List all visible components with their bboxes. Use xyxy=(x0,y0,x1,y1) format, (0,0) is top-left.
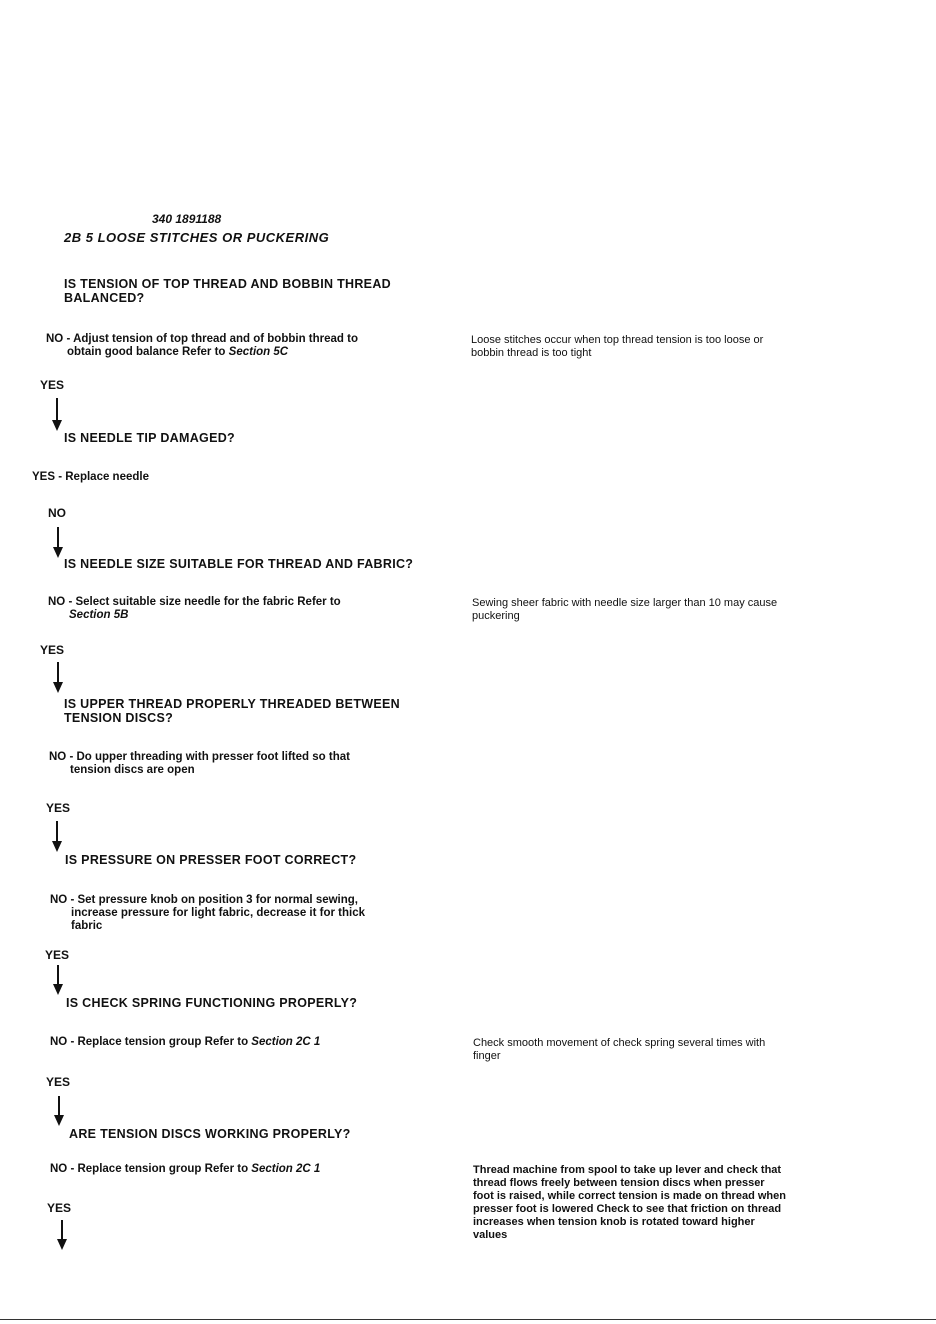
action-7-label: NO - xyxy=(50,1163,75,1175)
action-5 xyxy=(50,894,385,933)
action-3-reference: Section 5B xyxy=(69,609,129,621)
down-arrow-icon xyxy=(52,398,62,431)
action-5-continuation: increase pressure for light fabric, decrease it for thick xyxy=(71,907,365,919)
page-bottom-rule xyxy=(0,1319,936,1320)
down-arrow-icon xyxy=(57,1220,67,1250)
note-1: Loose stitches occur when top thread tension is too loose or bobbin thread is too tight xyxy=(471,334,764,359)
action-6 xyxy=(50,1036,385,1049)
action-6-text: Replace tension group Refer to xyxy=(77,1036,249,1048)
action-3 xyxy=(48,596,383,622)
question-2 xyxy=(64,431,235,445)
question-2-line-1: IS NEEDLE TIP DAMAGED? xyxy=(64,431,235,445)
question-1-line-2: BALANCED? xyxy=(64,291,145,305)
action-4-text: Do upper threading with presser foot lifted so that xyxy=(76,751,350,763)
action-5-continuation-2: fabric xyxy=(71,920,103,932)
proceed-label-6: YES xyxy=(46,1075,71,1089)
proceed-label-1: YES xyxy=(40,378,65,392)
action-1-reference: Section 5C xyxy=(228,346,289,358)
proceed-label-2: NO xyxy=(48,506,66,520)
question-4-line-2: TENSION DISCS? xyxy=(64,711,174,725)
proceed-label-3: YES xyxy=(40,643,65,657)
question-7 xyxy=(69,1127,351,1141)
question-7-line-1: ARE TENSION DISCS WORKING PROPERLY? xyxy=(69,1127,351,1141)
down-arrow-icon xyxy=(53,965,63,995)
note-3: Sewing sheer fabric with needle size larger than 10 may cause puckering xyxy=(472,597,778,622)
action-7 xyxy=(50,1163,385,1176)
question-4 xyxy=(64,697,400,725)
action-4-continuation: tension discs are open xyxy=(70,764,195,776)
action-3-text: Select suitable size needle for the fabric Refer to xyxy=(75,596,341,608)
question-3 xyxy=(64,557,413,571)
action-2-text: Replace needle xyxy=(65,471,149,483)
note-7: Thread machine from spool to take up lever and check that thread flows freely between tension discs when presser foot is raised, while correct tension is made on thread when presser foot is lowered Check to see that friction on thread increases when tension knob is rotated toward higher values xyxy=(473,1164,786,1241)
action-3-label: NO - xyxy=(48,596,73,608)
question-4-line-1: IS UPPER THREAD PROPERLY THREADED BETWEEN xyxy=(64,697,400,711)
down-arrow-icon xyxy=(54,1096,64,1126)
action-5-text: Set pressure knob on position 3 for normal sewing, xyxy=(77,894,358,906)
action-4-label: NO - xyxy=(49,751,74,763)
action-1-continuation: obtain good balance Refer to Section 5C xyxy=(67,346,289,358)
action-1 xyxy=(46,333,381,359)
question-1-line-1: IS TENSION OF TOP THREAD AND BOBBIN THREAD xyxy=(64,277,391,291)
question-6 xyxy=(66,996,357,1010)
part-number: 340 1891188 xyxy=(152,212,222,226)
note-6: Check smooth movement of check spring several times with finger xyxy=(473,1037,766,1062)
action-7-reference: Section 2C 1 xyxy=(251,1163,321,1175)
question-5-line-1: IS PRESSURE ON PRESSER FOOT CORRECT? xyxy=(65,853,357,867)
action-7-text: Replace tension group Refer to xyxy=(77,1163,249,1175)
action-2 xyxy=(32,471,367,484)
question-6-line-1: IS CHECK SPRING FUNCTIONING PROPERLY? xyxy=(66,996,358,1010)
proceed-label-4: YES xyxy=(46,801,71,815)
question-1 xyxy=(64,277,391,305)
action-2-label: YES - xyxy=(32,471,63,483)
action-4 xyxy=(49,751,384,777)
action-5-label: NO - xyxy=(50,894,75,906)
down-arrow-icon xyxy=(53,527,63,558)
action-3-continuation xyxy=(48,609,383,622)
action-1-label: NO - xyxy=(46,333,71,345)
question-5 xyxy=(65,853,356,867)
proceed-label-5: YES xyxy=(45,948,70,962)
action-6-label: NO - xyxy=(50,1036,75,1048)
action-1-text: Adjust tension of top thread and of bobbin thread to xyxy=(73,333,358,345)
down-arrow-icon xyxy=(53,662,63,693)
action-6-reference: Section 2C 1 xyxy=(251,1036,321,1048)
question-3-line-1: IS NEEDLE SIZE SUITABLE FOR THREAD AND FABRIC? xyxy=(64,557,414,571)
down-arrow-icon xyxy=(52,821,62,852)
proceed-label-7: YES xyxy=(47,1201,72,1215)
section-title: 2B 5 LOOSE STITCHES OR PUCKERING xyxy=(64,230,330,245)
